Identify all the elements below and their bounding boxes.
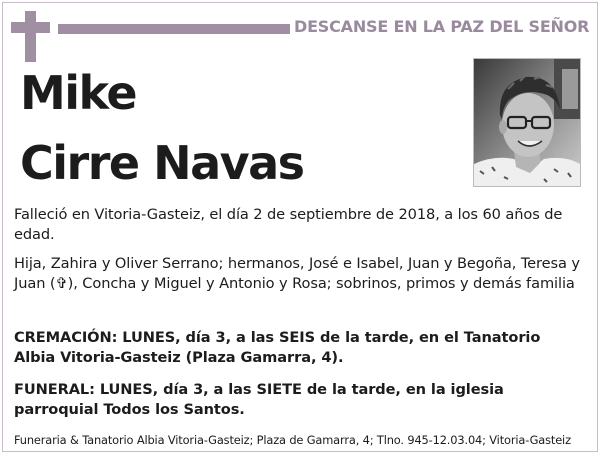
header-divider-bar xyxy=(58,24,290,34)
funeral-text: FUNERAL: LUNES, día 3, a las SIETE de la tarde, en la iglesia parroquial Todos los Santos. xyxy=(14,381,504,418)
funeral-home-footer: Funeraria & Tanatorio Albia Vitoria-Gasteiz; Plaza de Gamarra, 4; Tlno. 945-12.03.04; Vitoria-Gasteiz xyxy=(14,433,571,447)
header-title: DESCANSE EN LA PAZ DEL SEÑOR xyxy=(294,17,590,36)
cross-icon-bar xyxy=(11,22,50,33)
deceased-first-name: Mike xyxy=(20,66,137,120)
family-text: Hija, Zahira y Oliver Serrano; hermanos, José e Isabel, Juan y Begoña, Teresa y Juan (✞), Concha y Miguel y Antonio y Rosa; sobrinos, primos y demás familia xyxy=(14,255,580,292)
cremation-text: CREMACIÓN: LUNES, día 3, a las SEIS de la tarde, en el Tanatorio Albia Vitoria-Gasteiz (Plaza Gamarra, 4). xyxy=(14,329,541,366)
deceased-last-name: Cirre Navas xyxy=(20,136,304,190)
portrait-photo xyxy=(473,58,581,187)
cross-icon xyxy=(25,11,36,62)
death-notice-text: Falleció en Vitoria-Gasteiz, el día 2 de septiembre de 2018, a los 60 años de edad. xyxy=(14,206,563,243)
